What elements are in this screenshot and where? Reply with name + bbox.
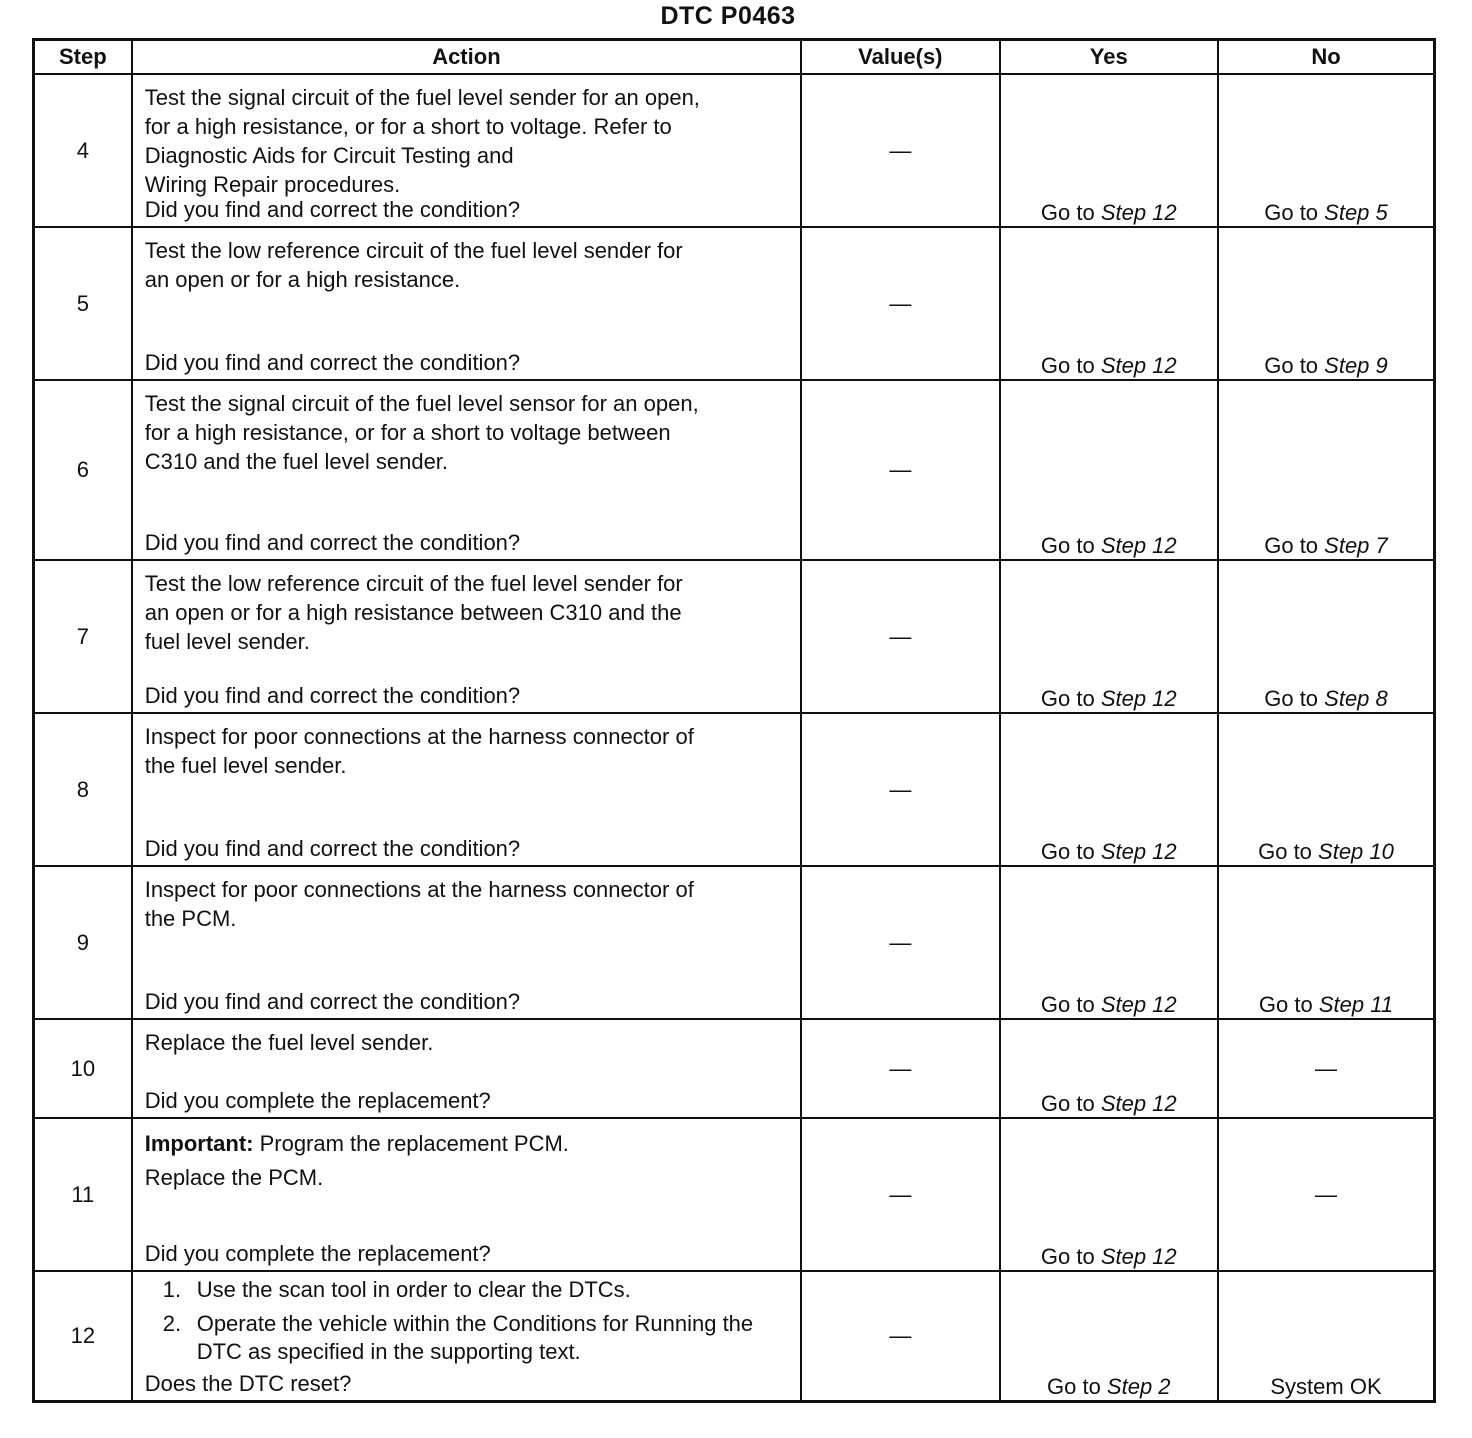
- page-title: DTC P0463: [660, 2, 796, 30]
- action-cell: [132, 1118, 801, 1271]
- important-note: [145, 1127, 790, 1161]
- step-number: 4: [34, 74, 132, 227]
- value-cell: [801, 380, 999, 560]
- header-action: Action: [132, 40, 801, 75]
- yes-prefix: Go to: [1040, 353, 1101, 378]
- value-dash: —: [889, 1055, 912, 1081]
- value-dash: —: [889, 457, 912, 482]
- action-question: Did you find and correct the condition?: [144, 683, 521, 708]
- action-line: for a high resistance, or for a short to voltage. Refer to: [144, 114, 672, 139]
- action-line: Test the signal circuit of the fuel level sensor for an open,: [144, 391, 699, 416]
- value-cell: [801, 713, 999, 866]
- no-prefix: Go to: [1264, 353, 1325, 378]
- value-dash: —: [889, 929, 912, 955]
- action-line: C310 and the fuel level sender.: [144, 449, 449, 474]
- diagnostic-table: [32, 38, 1436, 1403]
- yes-step-link: Step 12: [1100, 1244, 1177, 1269]
- action-cell: [132, 380, 801, 560]
- table-row: [34, 1271, 1435, 1402]
- no-dash: —: [1315, 1181, 1337, 1207]
- yes-step-link: Step 12: [1100, 1091, 1177, 1116]
- header-row: [34, 40, 1435, 75]
- yes-prefix: Go to: [1040, 1244, 1101, 1269]
- table-row: [34, 1019, 1435, 1118]
- no-prefix: Go to: [1258, 839, 1319, 864]
- table-row: [34, 1118, 1435, 1271]
- no-result: System OK: [1270, 1374, 1382, 1399]
- action-line: fuel level sender.: [144, 629, 310, 654]
- no-prefix: Go to: [1264, 686, 1325, 711]
- action-cell: [132, 560, 801, 713]
- action-line: Test the signal circuit of the fuel level sender for an open,: [144, 85, 700, 110]
- yes-step-link: Step 12: [1100, 686, 1177, 711]
- no-cell: [1218, 1271, 1435, 1402]
- yes-prefix: Go to: [1040, 839, 1101, 864]
- no-prefix: Go to: [1258, 992, 1319, 1017]
- action-line: the PCM.: [144, 906, 237, 931]
- step-number: 10: [34, 1019, 132, 1118]
- table-row: [34, 74, 1435, 227]
- value-cell: [801, 227, 999, 380]
- header-step: Step: [34, 40, 132, 75]
- no-cell: [1218, 1019, 1435, 1118]
- header-no: No: [1218, 40, 1435, 75]
- step-number: 7: [34, 560, 132, 713]
- action-cell: [132, 74, 801, 227]
- yes-step-link: Step 12: [1100, 200, 1177, 225]
- no-prefix: Go to: [1264, 200, 1325, 225]
- no-step-link: Step 8: [1324, 686, 1388, 711]
- action-line: Wiring Repair procedures.: [144, 172, 401, 197]
- yes-step-link: Step 12: [1100, 839, 1177, 864]
- yes-prefix: Go to: [1040, 533, 1101, 558]
- action-line: Inspect for poor connections at the harness connector of: [144, 877, 694, 902]
- step-number: 8: [34, 713, 132, 866]
- no-cell: [1218, 74, 1435, 227]
- step-number: 12: [34, 1271, 132, 1402]
- value-cell: [801, 866, 999, 1019]
- action-line: Inspect for poor connections at the harness connector of: [144, 724, 694, 749]
- value-cell: [801, 560, 999, 713]
- value-dash: —: [889, 137, 912, 163]
- action-line: Diagnostic Aids for Circuit Testing and: [144, 143, 514, 168]
- yes-prefix: Go to: [1047, 1374, 1107, 1399]
- action-cell: [132, 713, 801, 866]
- yes-cell: [1000, 713, 1218, 866]
- action-question: Did you find and correct the condition?: [144, 989, 521, 1014]
- yes-prefix: Go to: [1040, 1091, 1101, 1116]
- no-cell: [1218, 713, 1435, 866]
- no-cell: [1218, 227, 1435, 380]
- value-cell: [801, 1019, 999, 1118]
- no-dash: —: [1315, 1055, 1337, 1081]
- yes-cell: [1000, 560, 1218, 713]
- yes-prefix: Go to: [1040, 200, 1101, 225]
- yes-step-link: Step 2: [1106, 1374, 1171, 1399]
- value-dash: —: [889, 776, 912, 802]
- value-dash: —: [889, 1181, 912, 1207]
- step-number: 6: [34, 380, 132, 560]
- table-row: [34, 866, 1435, 1019]
- action-line: Test the low reference circuit of the fuel level sender for: [144, 238, 683, 263]
- yes-cell: [1000, 227, 1218, 380]
- table-row: [34, 380, 1435, 560]
- no-step-link: Step 7: [1324, 533, 1388, 558]
- action-line: the fuel level sender.: [144, 753, 347, 778]
- yes-cell: [1000, 1019, 1218, 1118]
- yes-cell: [1000, 380, 1218, 560]
- action-question: Did you find and correct the condition?: [144, 197, 521, 222]
- table-row: [34, 713, 1435, 866]
- no-step-link: Step 9: [1324, 353, 1388, 378]
- action-line: for a high resistance, or for a short to voltage between: [144, 420, 671, 445]
- action-line: an open or for a high resistance.: [144, 267, 461, 292]
- action-question: Did you find and correct the condition?: [144, 836, 521, 861]
- value-dash: —: [889, 290, 912, 316]
- action-question: Did you complete the replacement?: [144, 1088, 491, 1113]
- step-number: 5: [34, 227, 132, 380]
- step-number: 9: [34, 866, 132, 1019]
- step-number: 11: [34, 1118, 132, 1271]
- yes-cell: [1000, 1118, 1218, 1271]
- no-step-link: Step 5: [1324, 200, 1388, 225]
- yes-cell: [1000, 866, 1218, 1019]
- value-dash: —: [889, 623, 912, 649]
- no-prefix: Go to: [1264, 533, 1325, 558]
- important-text: Program the replacement PCM.: [253, 1131, 569, 1156]
- table-row: [34, 560, 1435, 713]
- action-cell: [132, 866, 801, 1019]
- action-question: Did you find and correct the condition?: [144, 350, 521, 375]
- no-step-link: Step 10: [1318, 839, 1394, 864]
- yes-prefix: Go to: [1040, 992, 1101, 1017]
- list-item: 2. Operate the vehicle within the Conditions for Running the DTC as specified in the supporting text.: [162, 1311, 754, 1364]
- no-cell: [1218, 380, 1435, 560]
- header-yes: Yes: [1000, 40, 1218, 75]
- no-cell: [1218, 560, 1435, 713]
- no-cell: [1218, 866, 1435, 1019]
- value-cell: [801, 74, 999, 227]
- list-item: 1. Use the scan tool in order to clear the DTCs.: [162, 1277, 631, 1302]
- yes-step-link: Step 12: [1100, 353, 1177, 378]
- action-question: Does the DTC reset?: [144, 1371, 352, 1396]
- action-line: Replace the fuel level sender.: [144, 1030, 434, 1055]
- table-row: [34, 227, 1435, 380]
- action-question: Did you complete the replacement?: [144, 1241, 491, 1266]
- yes-cell: [1000, 74, 1218, 227]
- yes-prefix: Go to: [1040, 686, 1101, 711]
- action-cell: [132, 1271, 801, 1402]
- no-step-link: Step 11: [1318, 992, 1394, 1017]
- header-values: Value(s): [801, 40, 999, 75]
- action-cell: [132, 227, 801, 380]
- yes-cell: [1000, 1271, 1218, 1402]
- value-dash: —: [889, 1323, 912, 1348]
- action-line: Replace the PCM.: [144, 1165, 324, 1190]
- important-label: Important:: [144, 1131, 254, 1156]
- value-cell: [801, 1118, 999, 1271]
- no-cell: [1218, 1118, 1435, 1271]
- yes-step-link: Step 12: [1100, 992, 1177, 1017]
- action-question: Did you find and correct the condition?: [144, 530, 521, 555]
- action-line: an open or for a high resistance between C310 and the: [144, 600, 682, 625]
- action-cell: [132, 1019, 801, 1118]
- value-cell: [801, 1271, 999, 1402]
- action-steps-list: [145, 1276, 790, 1366]
- action-line: Test the low reference circuit of the fuel level sender for: [144, 571, 683, 596]
- yes-step-link: Step 12: [1100, 533, 1177, 558]
